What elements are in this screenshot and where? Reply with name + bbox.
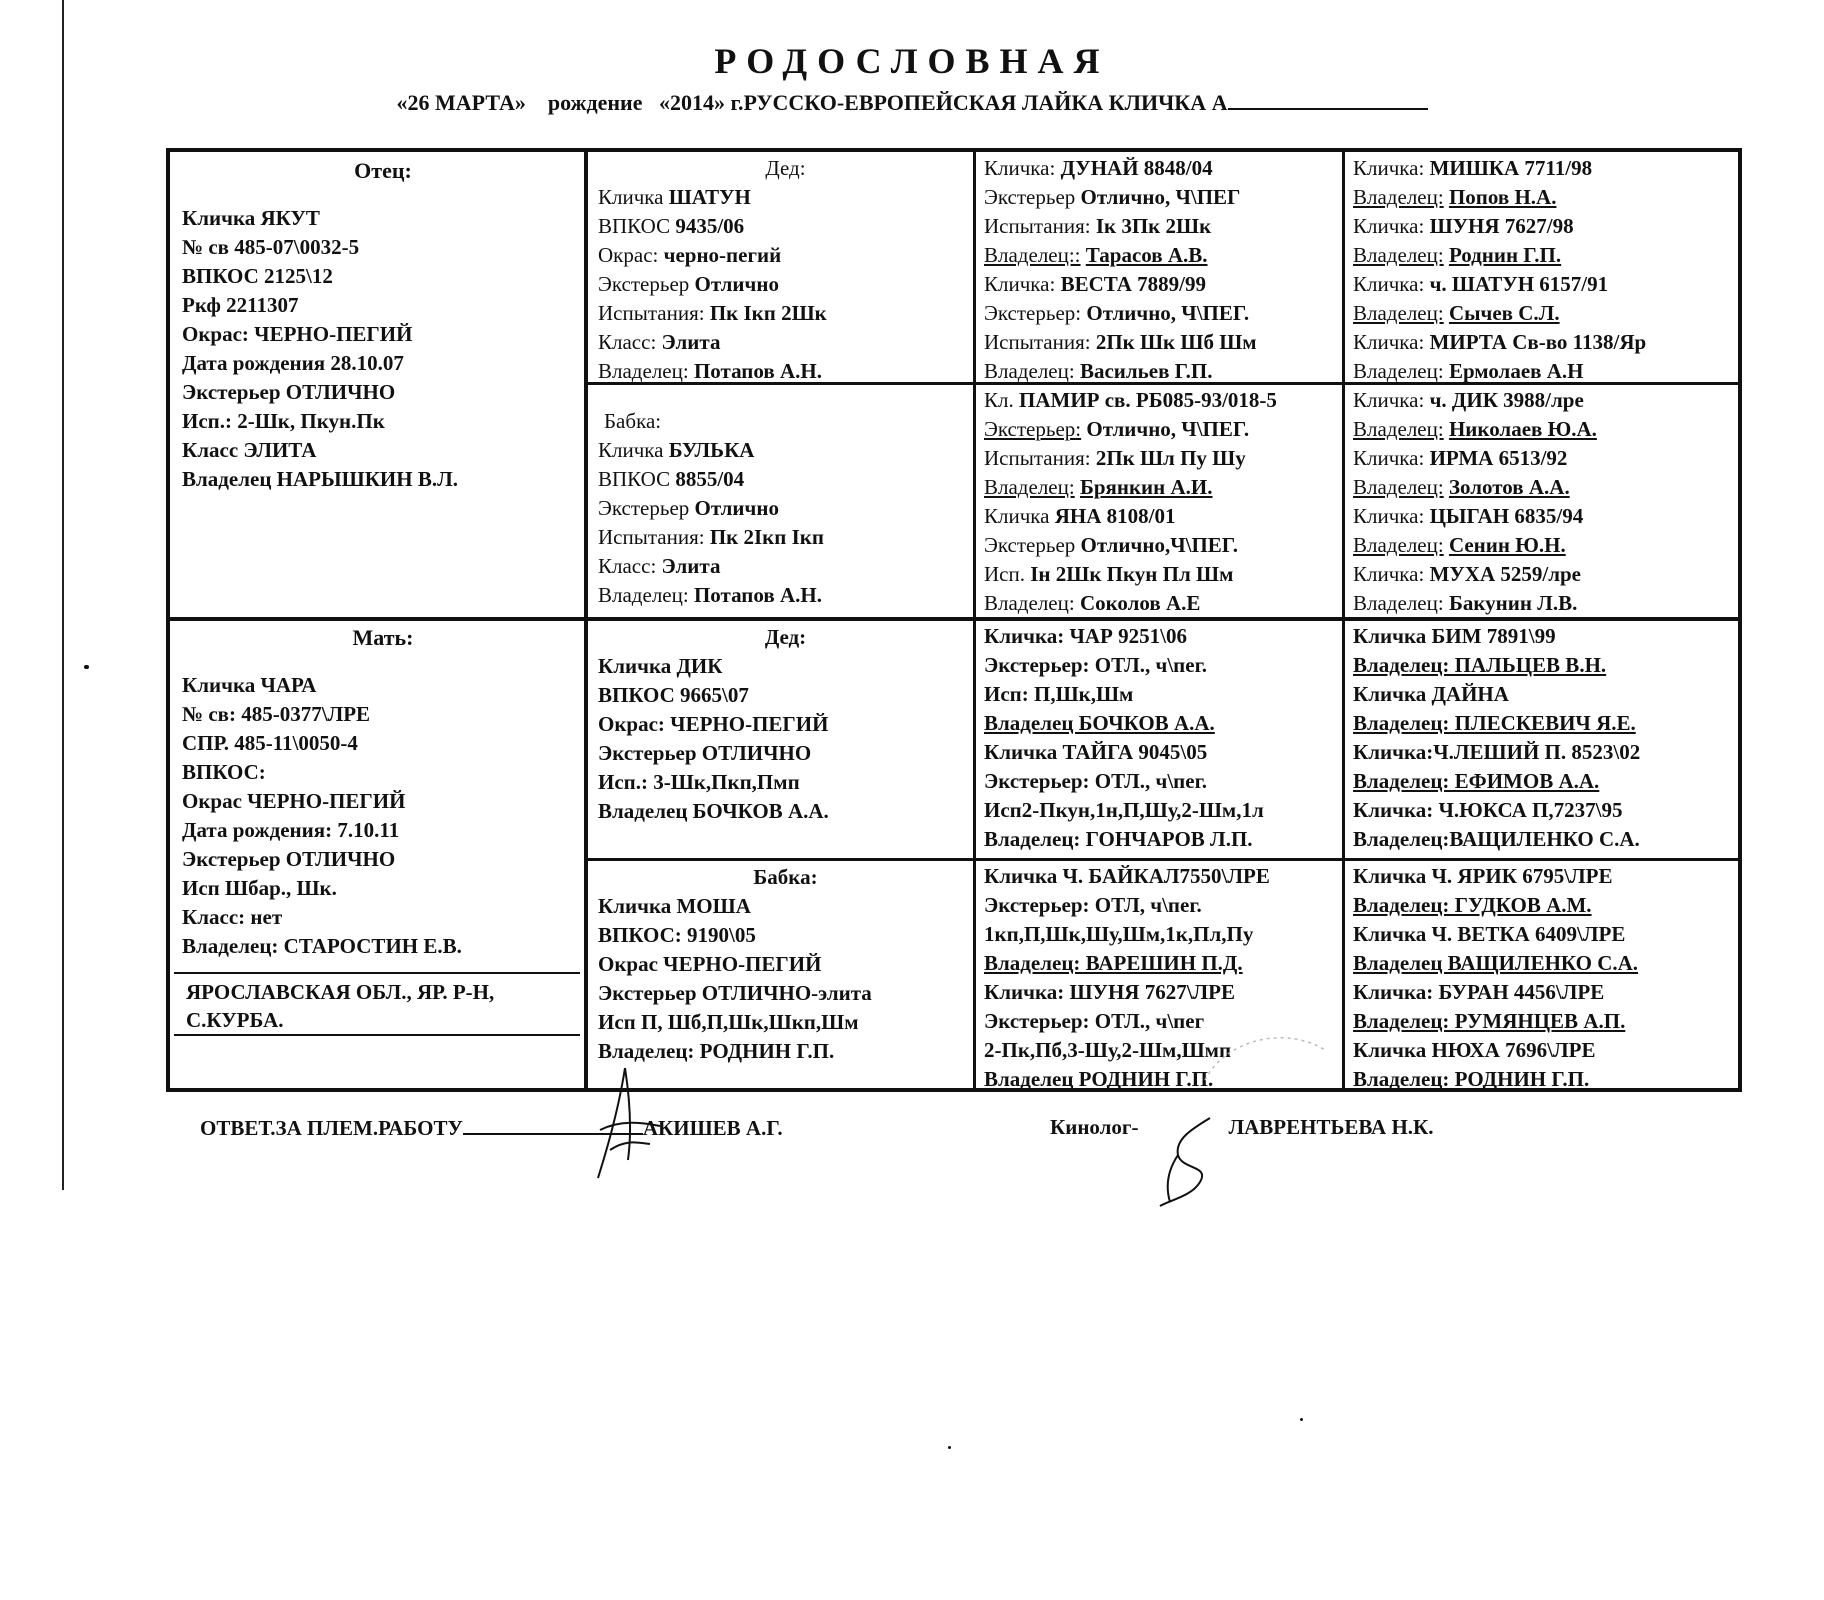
record-value: ЦЫГАН 6835/94 <box>1429 504 1584 528</box>
ancestor-record-line: Кличка:Ч.ЛЕШИЙ П. 8523\02 <box>1353 740 1641 764</box>
mother-cell <box>170 621 584 971</box>
ancestor-record-line <box>1353 444 1738 473</box>
ancestor-record-line: 2-Пк,Пб,3-Шу,2-Шм,Шмп <box>984 1038 1232 1062</box>
record-value: Пк Ікп 2Шк <box>709 301 827 325</box>
address-line: С.КУРБА. <box>186 1008 284 1032</box>
record-label: Владелец: <box>598 359 689 382</box>
ancestor-record-line <box>984 270 1342 299</box>
ggp-cell-1 <box>976 154 1342 382</box>
grandmother-record-line <box>598 581 973 610</box>
grandfather-record-line <box>598 299 973 328</box>
mother-record-line: Экстерьер ОТЛИЧНО <box>182 847 396 871</box>
ancestor-record-line: Кличка ТАЙГА 9045\05 <box>984 740 1208 764</box>
record-value: Пк 2Ікп Ікп <box>709 525 824 549</box>
ancestor-record-line: Владелец БОЧКОВ А.А. <box>984 711 1215 735</box>
ancestor-record-line <box>1353 560 1738 589</box>
ancestor-record-line <box>1353 212 1738 241</box>
father-cell <box>170 152 584 617</box>
ancestor-record-line <box>984 531 1342 560</box>
grandmother-record-line <box>598 494 973 523</box>
record-label: Кличка: <box>984 156 1056 180</box>
record-label: Экстерьер: <box>984 417 1082 441</box>
record-label: Экстерьер <box>984 533 1076 557</box>
grandfather-record-line <box>598 183 973 212</box>
mother-record-line: Класс: нет <box>182 905 283 929</box>
ancestor-record-line: Владелец: ГОНЧАРОВ Л.П. <box>984 827 1253 851</box>
ancestor-record-line: Кличка Ч. БАЙКАЛ7550\ЛРЕ <box>984 864 1270 888</box>
ancestor-record-line <box>1353 299 1738 328</box>
record-label: Кличка: <box>1353 504 1425 528</box>
ancestor-record-line <box>984 444 1342 473</box>
record-value: Бакунин Л.В. <box>1448 591 1578 615</box>
ancestor-record-line <box>984 560 1342 589</box>
grandmother-record-line <box>598 523 973 552</box>
record-value: Отлично,Ч\ПЕГ. <box>1080 533 1239 557</box>
cynologist-name: ЛАВРЕНТЬЕВА Н.К. <box>1228 1115 1434 1139</box>
ancestor-record-line <box>1353 357 1738 382</box>
father-record-line: Исп.: 2-Шк, Пкун.Пк <box>182 409 385 433</box>
ancestor-record-line: Исп2-Пкун,1н,П,Шу,2-Шм,1л <box>984 798 1264 822</box>
record-label: ВПКОС <box>598 467 671 491</box>
grandmother-heading: Бабка: <box>753 865 818 889</box>
record-label: Кл. <box>984 388 1014 412</box>
ancestor-record-line <box>984 502 1342 531</box>
address-line: ЯРОСЛАВСКАЯ ОБЛ., ЯР. Р-Н, <box>186 980 495 1004</box>
mother-record-line: № св: 485-0377\ЛРЕ <box>182 702 371 726</box>
mother-record-line: Дата рождения: 7.10.11 <box>182 818 400 842</box>
grandfather-record-line: Владелец БОЧКОВ А.А. <box>598 799 829 823</box>
ancestor-record-line: Владелец: РОДНИН Г.П. <box>1353 1067 1590 1091</box>
record-label: Владелец:: <box>984 243 1081 267</box>
breeder-address <box>174 972 580 1036</box>
grandmother-record-line: Экстерьер ОТЛИЧНО-элита <box>598 981 872 1005</box>
record-label: Экстерьер <box>598 272 690 296</box>
record-value: ПАМИР св. РБ085-93/018-5 <box>1019 388 1277 412</box>
gggp-cell-4 <box>1345 862 1738 1092</box>
ancestor-record-line: Владелец ВАЩИЛЕНКО С.А. <box>1353 951 1639 975</box>
record-label: Владелец: <box>1353 591 1444 615</box>
record-value: Сычев С.Л. <box>1448 301 1560 325</box>
record-value: ШАТУН <box>668 185 751 209</box>
record-value: БУЛЬКА <box>668 438 755 462</box>
record-value: Сенин Ю.Н. <box>1448 533 1566 557</box>
ancestor-record-line: Владелец: ЕФИМОВ А.А. <box>1353 769 1600 793</box>
record-label: Класс: <box>598 330 657 354</box>
grandmother-record-line: Окрас ЧЕРНО-ПЕГИЙ <box>598 952 822 976</box>
name-blank-line <box>1228 90 1428 110</box>
breeding-responsible <box>200 1115 783 1141</box>
record-value: МИШКА 7711/98 <box>1429 156 1593 180</box>
record-value: ШУНЯ 7627/98 <box>1429 214 1574 238</box>
ancestor-record-line: Кличка: Ч.ЮКСА П,7237\95 <box>1353 798 1623 822</box>
grandmother-record-line: ВПКОС: 9190\05 <box>598 923 756 947</box>
ancestor-record-line: Кличка: БУРАН 4456\ЛРЕ <box>1353 980 1605 1004</box>
record-value: Соколов А.Е <box>1079 591 1201 615</box>
gggp-cell-2 <box>1345 386 1738 617</box>
responsible-name: АКИШЕВ А.Г. <box>642 1116 783 1140</box>
ggp-cell-3 <box>976 622 1342 858</box>
record-label: Кличка: <box>1353 156 1425 180</box>
ancestor-record-line: Экстерьер: ОТЛ., ч\пег <box>984 1009 1205 1033</box>
record-value: ч. ДИК 3988/лре <box>1429 388 1584 412</box>
scan-speck <box>1300 1418 1303 1421</box>
ancestor-record-line <box>984 154 1342 183</box>
record-value: Отлично, Ч\ПЕГ <box>1080 185 1241 209</box>
document-subtitle <box>0 90 1824 116</box>
grandmother-record-line <box>598 552 973 581</box>
record-label: Владелец: <box>1353 185 1444 209</box>
father-record-line: Дата рождения 28.10.07 <box>182 351 404 375</box>
signature-lavrentyeva <box>1140 1110 1230 1210</box>
father-record-line: Экстерьер ОТЛИЧНО <box>182 380 396 404</box>
mother-record-line: ВПКОС: <box>182 760 266 784</box>
record-label: Кличка: <box>1353 562 1425 586</box>
ancestor-record-line: Владелец: ПЛЕСКЕВИЧ Я.Е. <box>1353 711 1636 735</box>
ancestor-record-line: Кличка: ШУНЯ 7627\ЛРЕ <box>984 980 1236 1004</box>
ancestor-record-line: Кличка: ЧАР 9251\06 <box>984 624 1187 648</box>
ancestor-record-line <box>984 415 1342 444</box>
ancestor-record-line <box>1353 241 1738 270</box>
mother-record-line: Кличка ЧАРА <box>182 673 317 697</box>
record-label: Кличка: <box>1353 272 1425 296</box>
ancestor-record-line: Экстерьер: ОТЛ., ч\пег. <box>984 769 1208 793</box>
grandfather-record-line <box>598 212 973 241</box>
ancestor-record-line: Исп: П,Шк,Шм <box>984 682 1134 706</box>
record-label: Испытания: <box>984 214 1091 238</box>
mother-record-line: Окрас ЧЕРНО-ПЕГИЙ <box>182 789 406 813</box>
ancestor-record-line: Владелец: ВАРЕШИН П.Д. <box>984 951 1243 975</box>
grandfather-record-line: Экстерьер ОТЛИЧНО <box>598 741 812 765</box>
signature-akishev <box>580 1060 670 1190</box>
record-label: Кличка: <box>1353 330 1425 354</box>
birth-year: «2014» г. <box>658 90 744 115</box>
ancestor-record-line <box>984 589 1342 617</box>
ggp-cell-2 <box>976 386 1342 617</box>
document-title: РОДОСЛОВНАЯ <box>714 41 1110 81</box>
record-label: Испытания: <box>984 446 1091 470</box>
record-label: Владелец: <box>1353 359 1444 382</box>
record-value: Потапов А.Н. <box>693 359 822 382</box>
grandfather-record-line: Кличка ДИК <box>598 654 723 678</box>
birth-date: «26 МАРТА» <box>396 90 526 115</box>
record-label: Владелец: <box>598 583 689 607</box>
record-value: Ік 3Пк 2Шк <box>1095 214 1212 238</box>
scan-speck <box>84 665 89 669</box>
mother-heading: Мать: <box>352 625 414 650</box>
record-value: 2Пк Шк Шб Шм <box>1095 330 1257 354</box>
grandfather-record-line: Исп.: 3-Шк,Пкп,Пмп <box>598 770 800 794</box>
maternal-grandmother-cell <box>588 861 973 1092</box>
record-value: Отлично, Ч\ПЕГ. <box>1086 301 1250 325</box>
paternal-grandfather-cell <box>588 152 973 382</box>
record-label: Владелец: <box>984 475 1075 499</box>
father-record-line: Кличка ЯКУТ <box>182 206 320 230</box>
ancestor-record-line <box>1353 415 1738 444</box>
record-label: Кличка <box>598 185 664 209</box>
ancestor-record-line <box>984 386 1342 415</box>
record-value: 8855/04 <box>675 467 745 491</box>
ancestor-record-line: Кличка Ч. ЯРИК 6795\ЛРЕ <box>1353 864 1613 888</box>
ancestor-record-line <box>1353 473 1738 502</box>
father-record-line: ВПКОС 2125\12 <box>182 264 333 288</box>
grandfather-record-line: Окрас: ЧЕРНО-ПЕГИЙ <box>598 712 829 736</box>
grandfather-heading: Дед: <box>764 625 807 649</box>
ancestor-record-line: Кличка НЮХА 7696\ЛРЕ <box>1353 1038 1596 1062</box>
record-value: 2Пк Шл Пу Шу <box>1095 446 1246 470</box>
ancestor-record-line <box>1353 270 1738 299</box>
pedigree-table <box>166 148 1742 1092</box>
ancestor-record-line <box>1353 502 1738 531</box>
grandmother-record-line <box>598 465 973 494</box>
record-value: ч. ШАТУН 6157/91 <box>1429 272 1609 296</box>
ancestor-record-line <box>1353 328 1738 357</box>
ancestor-record-line: Владелец РОДНИН Г.П. <box>984 1067 1214 1091</box>
record-label: Владелец: <box>1353 243 1444 267</box>
record-value: Попов Н.А. <box>1448 185 1557 209</box>
record-value: Тарасов А.В. <box>1085 243 1208 267</box>
record-value: Васильев Г.П. <box>1079 359 1213 382</box>
maternal-grandfather-cell <box>588 621 973 858</box>
ancestor-record-line: Экстерьер: ОТЛ, ч\пег. <box>984 893 1202 917</box>
record-label: Экстерьер <box>984 185 1076 209</box>
record-label: Испытания: <box>598 301 705 325</box>
record-label: Владелец: <box>984 591 1075 615</box>
record-value: ДУНАЙ 8848/04 <box>1060 156 1213 180</box>
ancestor-record-line <box>1353 531 1738 560</box>
record-value: 9435/06 <box>675 214 745 238</box>
record-value: Золотов А.А. <box>1448 475 1570 499</box>
ancestor-record-line <box>1353 386 1738 415</box>
record-label: Окрас: <box>598 243 659 267</box>
record-value: Элита <box>661 330 721 354</box>
record-value: Брянкин А.И. <box>1079 475 1213 499</box>
record-label: Испытания: <box>984 330 1091 354</box>
father-record-line: Владелец НАРЫШКИН В.Л. <box>182 467 458 491</box>
record-value: Отлично <box>694 496 779 520</box>
record-value: МИРТА Св-во 1138/Яр <box>1429 330 1647 354</box>
grandfather-record-line: ВПКОС 9665\07 <box>598 683 749 707</box>
ancestor-record-line <box>1353 589 1738 617</box>
ancestor-record-line <box>984 357 1342 382</box>
mother-record-line: СПР. 485-11\0050-4 <box>182 731 358 755</box>
record-label: Кличка <box>984 504 1050 528</box>
ancestor-record-line <box>1353 154 1738 183</box>
record-value: Потапов А.Н. <box>693 583 822 607</box>
mother-record-line: Владелец: СТАРОСТИН Е.В. <box>182 934 462 958</box>
record-value: ВЕСТА 7889/99 <box>1060 272 1206 296</box>
record-value: Николаев Ю.А. <box>1448 417 1597 441</box>
born-label: рождение <box>547 90 643 115</box>
ancestor-record-line: Экстерьер: ОТЛ., ч\пег. <box>984 653 1208 677</box>
father-record-line: Окрас: ЧЕРНО-ПЕГИЙ <box>182 322 413 346</box>
grandmother-record-line: Владелец: РОДНИН Г.П. <box>598 1039 835 1063</box>
ancestor-record-line: Владелец:ВАЩИЛЕНКО С.А. <box>1353 827 1640 851</box>
ancestor-record-line <box>984 212 1342 241</box>
ancestor-record-line <box>984 473 1342 502</box>
record-label: Кличка: <box>1353 446 1425 470</box>
record-value: Элита <box>661 554 721 578</box>
cynologist-label: Кинолог- <box>1050 1115 1139 1139</box>
record-label: Кличка: <box>1353 388 1425 412</box>
ancestor-record-line <box>984 183 1342 212</box>
record-label: Владелец: <box>1353 301 1444 325</box>
ancestor-record-line: Кличка БИМ 7891\99 <box>1353 624 1556 648</box>
ancestor-record-line: Владелец: ГУДКОВ А.М. <box>1353 893 1592 917</box>
father-record-line: № св 485-07\0032-5 <box>182 235 360 259</box>
record-label: Кличка: <box>984 272 1056 296</box>
ancestor-record-line <box>984 241 1342 270</box>
ancestor-record-line: Кличка ДАЙНА <box>1353 682 1509 706</box>
grandmother-heading: Бабка: <box>604 409 662 433</box>
grandfather-record-line <box>598 241 973 270</box>
record-label: Класс: <box>598 554 657 578</box>
record-label: Владелец: <box>1353 533 1444 557</box>
record-label: Экстерьер: <box>984 301 1082 325</box>
responsible-label: ОТВЕТ.ЗА ПЛЕМ.РАБОТУ <box>200 1116 463 1140</box>
grandfather-record-line <box>598 328 973 357</box>
gggp-cell-3 <box>1345 622 1738 858</box>
grandmother-record-line: Кличка МОША <box>598 894 751 918</box>
record-value: Ермолаев А.Н <box>1448 359 1584 382</box>
record-value: Отлично <box>694 272 779 296</box>
record-value: Ін 2Шк Пкун Пл Шм <box>1030 562 1234 586</box>
ancestor-record-line: 1кп,П,Шк,Шу,Шм,1к,Пл,Пу <box>984 922 1254 946</box>
paternal-grandmother-cell <box>588 385 973 617</box>
breed-line: РУССКО-ЕВРОПЕЙСКАЯ ЛАЙКА КЛИЧКА А <box>743 90 1228 115</box>
record-label: ВПКОС <box>598 214 671 238</box>
record-label: Владелец: <box>1353 417 1444 441</box>
ancestor-record-line <box>984 328 1342 357</box>
ancestor-record-line <box>1353 183 1738 212</box>
ancestor-record-line: Владелец: РУМЯНЦЕВ А.П. <box>1353 1009 1626 1033</box>
scan-edge-line <box>62 0 64 1190</box>
father-heading: Отец: <box>354 158 412 183</box>
gggp-cell-1 <box>1345 154 1738 382</box>
grandfather-record-line <box>598 270 973 299</box>
record-value: Роднин Г.П. <box>1448 243 1562 267</box>
ancestor-record-line: Кличка Ч. ВЕТКА 6409\ЛРЕ <box>1353 922 1626 946</box>
record-value: МУХА 5259/лре <box>1429 562 1582 586</box>
cynologist <box>1050 1115 1434 1140</box>
record-label: Исп. <box>984 562 1025 586</box>
record-label: Владелец: <box>1353 475 1444 499</box>
mother-record-line: Исп Шбар., Шк. <box>182 876 337 900</box>
grandfather-record-line <box>598 357 973 382</box>
grandfather-heading: Дед: <box>765 156 806 180</box>
record-value: ЯНА 8108/01 <box>1054 504 1176 528</box>
record-label: Кличка <box>598 438 664 462</box>
grandmother-record-line: Исп П, Шб,П,Шк,Шкп,Шм <box>598 1010 859 1034</box>
record-value: ИРМА 6513/92 <box>1429 446 1568 470</box>
record-value: Отлично, Ч\ПЕГ. <box>1086 417 1250 441</box>
record-value: черно-пегий <box>663 243 782 267</box>
record-label: Кличка: <box>1353 214 1425 238</box>
grandmother-record-line <box>598 436 973 465</box>
stamp-trace <box>1195 1020 1335 1110</box>
ancestor-record-line <box>984 299 1342 328</box>
father-record-line: Ркф 2211307 <box>182 293 299 317</box>
scan-speck <box>948 1446 951 1449</box>
record-label: Владелец: <box>984 359 1075 382</box>
record-label: Экстерьер <box>598 496 690 520</box>
record-label: Испытания: <box>598 525 705 549</box>
father-record-line: Класс ЭЛИТА <box>182 438 317 462</box>
ancestor-record-line: Владелец: ПАЛЬЦЕВ В.Н. <box>1353 653 1607 677</box>
